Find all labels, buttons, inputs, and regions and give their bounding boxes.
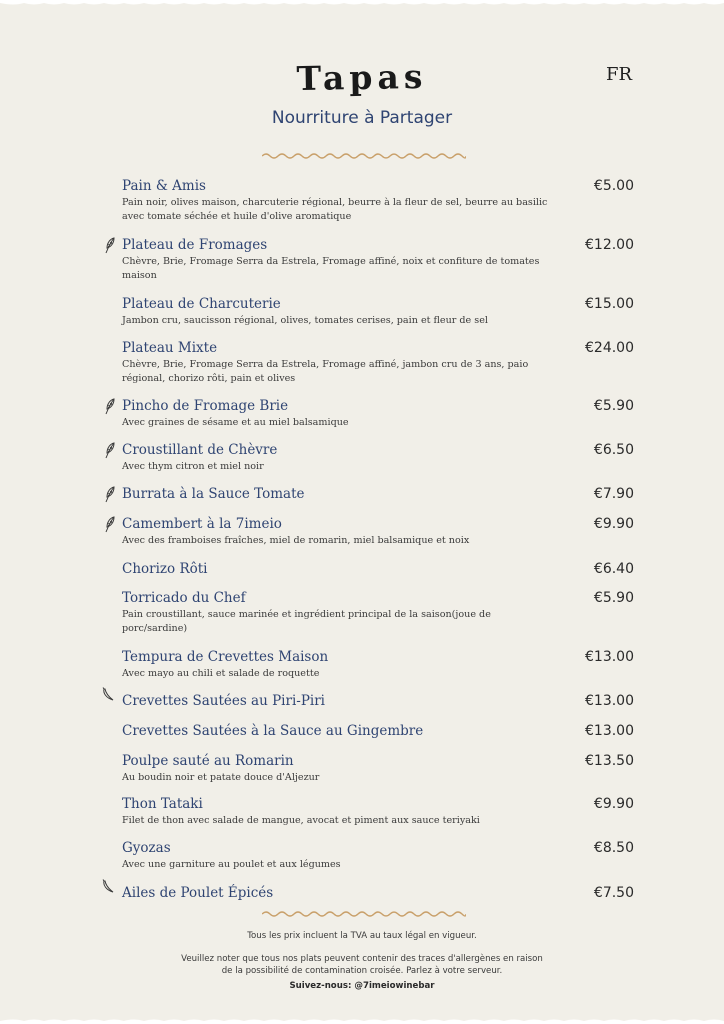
menu-item xyxy=(122,237,634,283)
social-handle: Suivez-nous: @7imeiowinebar xyxy=(289,981,435,991)
wave-divider-top xyxy=(262,151,466,161)
menu-item-price: €6.50 xyxy=(593,442,634,458)
torn-top-edge xyxy=(0,0,724,8)
menu-item-name: Tempura de Crevettes Maison xyxy=(122,649,329,665)
menu-item xyxy=(122,340,634,386)
menu-item xyxy=(122,398,634,430)
vegetarian-leaf-icon xyxy=(103,397,117,415)
allergen-note-line-1: Veuillez noter que tous nos plats peuvent contenir des traces d'allergènes en raison xyxy=(181,954,543,964)
menu-item-name: Crevettes Sautées au Piri-Piri xyxy=(122,693,326,709)
menu-item-description: Chèvre, Brie, Fromage Serra da Estrela, Fromage affiné, jambon cru de 3 ans, paio régional, chorizo rôti, pain et olives xyxy=(122,359,529,384)
menu-item-price: €6.40 xyxy=(593,561,634,577)
menu-item-price: €5.90 xyxy=(593,398,634,414)
vat-note: Tous les prix incluent la TVA au taux légal en vigueur. xyxy=(247,931,477,941)
menu-item-name: Croustillant de Chèvre xyxy=(122,442,278,458)
menu-item-description: Jambon cru, saucisson régional, olives, tomates cerises, pain et fleur de sel xyxy=(122,315,488,326)
menu-item-description: Filet de thon avec salade de mangue, avocat et piment aux sauce teriyaki xyxy=(122,815,480,826)
menu-item-price: €7.50 xyxy=(593,885,634,901)
menu-item-description: Avec une garniture au poulet et aux légumes xyxy=(122,859,341,870)
chili-pepper-icon xyxy=(101,687,117,703)
menu-item-price: €13.50 xyxy=(585,753,634,769)
menu-item-name: Poulpe sauté au Romarin xyxy=(122,753,294,769)
menu-item-price: €13.00 xyxy=(585,723,634,739)
menu-item xyxy=(122,590,634,636)
vegetarian-leaf-icon xyxy=(103,441,117,459)
menu-item-description: Avec mayo au chili et salade de roquette xyxy=(122,668,320,679)
menu-item-price: €7.90 xyxy=(593,486,634,502)
menu-item-price: €8.50 xyxy=(593,840,634,856)
menu-item-description: Avec des framboises fraîches, miel de romarin, miel balsamique et noix xyxy=(122,535,470,546)
menu-item-name: Chorizo Rôti xyxy=(122,561,208,577)
page-title: Tapas xyxy=(296,56,428,99)
torn-bottom-edge xyxy=(0,1016,724,1024)
menu-item-name: Pain & Amis xyxy=(122,178,206,194)
menu-item xyxy=(122,723,634,739)
menu-item xyxy=(122,296,634,328)
menu-item-price: €13.00 xyxy=(585,649,634,665)
menu-item xyxy=(122,693,634,709)
menu-item-name: Pincho de Fromage Brie xyxy=(122,398,289,414)
menu-item-price: €13.00 xyxy=(585,693,634,709)
menu-item xyxy=(122,649,634,681)
menu-item-name: Ailes de Poulet Épicés xyxy=(122,885,274,901)
menu-item-description: Avec thym citron et miel noir xyxy=(122,461,264,472)
language-indicator: FR xyxy=(606,64,633,85)
menu-item-name: Plateau Mixte xyxy=(122,340,218,356)
menu-item xyxy=(122,840,634,872)
menu-item-description: Chèvre, Brie, Fromage Serra da Estrela, Fromage affiné, noix et confiture de tomates maison xyxy=(122,256,540,281)
chili-pepper-icon xyxy=(101,879,117,895)
menu-item-description: Au boudin noir et patate douce d'Aljezur xyxy=(122,772,320,783)
allergen-note-line-2: de la possibilité de contamination croisée. Parlez à votre serveur. xyxy=(221,966,503,976)
menu-item-description: Pain noir, olives maison, charcuterie régional, beurre à la fleur de sel, beurre au basilic avec tomate séchée et huile d'olive aromatique xyxy=(122,197,548,222)
menu-item xyxy=(122,885,634,901)
page-subtitle: Nourriture à Partager xyxy=(271,108,453,128)
menu-item-description: Pain croustillant, sauce marinée et ingrédient principal de la saison(joue de porc/sardine) xyxy=(122,609,491,634)
vegetarian-leaf-icon xyxy=(103,236,117,254)
menu-item-name: Plateau de Charcuterie xyxy=(122,296,281,312)
menu-item-name: Gyozas xyxy=(122,840,171,856)
menu-item-name: Crevettes Sautées à la Sauce au Gingembre xyxy=(122,723,424,739)
menu-item xyxy=(122,178,634,224)
menu-item-price: €5.90 xyxy=(593,590,634,606)
menu-item-price: €15.00 xyxy=(585,296,634,312)
wave-divider-bottom xyxy=(262,909,466,919)
menu-item-description: Avec graines de sésame et au miel balsamique xyxy=(122,417,349,428)
vegetarian-leaf-icon xyxy=(103,485,117,503)
menu-item xyxy=(122,753,634,785)
menu-item-name: Burrata à la Sauce Tomate xyxy=(122,486,305,502)
menu-item xyxy=(122,796,634,828)
menu-item-price: €9.90 xyxy=(593,796,634,812)
menu-item-name: Camembert à la 7imeio xyxy=(122,516,282,532)
menu-item xyxy=(122,516,634,548)
menu-item-price: €12.00 xyxy=(585,237,634,253)
menu-item-price: €24.00 xyxy=(585,340,634,356)
menu-item xyxy=(122,486,634,502)
menu-item-price: €5.00 xyxy=(593,178,634,194)
menu-item-name: Thon Tataki xyxy=(122,796,203,812)
menu-item-name: Torricado du Chef xyxy=(122,590,246,606)
vegetarian-leaf-icon xyxy=(103,515,117,533)
menu-item-price: €9.90 xyxy=(593,516,634,532)
menu-item-name: Plateau de Fromages xyxy=(122,237,268,253)
menu-item xyxy=(122,442,634,474)
menu-item xyxy=(122,561,634,577)
